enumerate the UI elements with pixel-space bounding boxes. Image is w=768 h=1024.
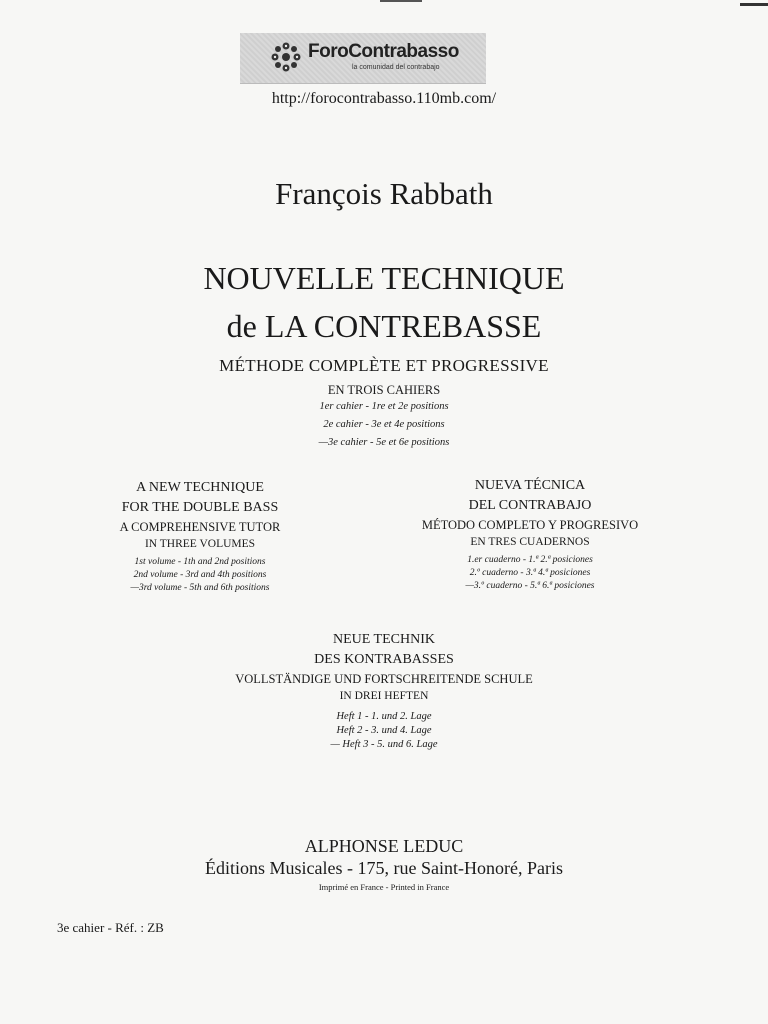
german-title-2: DES KONTRABASSES xyxy=(314,652,454,667)
title-line-2: de LA CONTREBASSE xyxy=(226,308,542,344)
french-volume-list xyxy=(0,401,768,455)
scan-mark-top xyxy=(380,0,422,2)
spanish-volume-3: —3.º cuaderno - 5.ª 6.ª posiciones xyxy=(465,581,595,591)
english-title-2: FOR THE DOUBLE BASS xyxy=(121,500,279,515)
scan-mark-corner xyxy=(740,3,768,6)
flower-logo-icon xyxy=(268,39,304,75)
german-title-1: NEUE TECHNIK xyxy=(332,632,435,647)
english-volume-1: 1st volume - 1th and 2nd positions xyxy=(134,557,266,567)
german-volume-2: Heft 2 - 3. und 4. Lage xyxy=(336,725,432,736)
english-subtitle: A COMPREHENSIVE TUTOR xyxy=(119,520,281,534)
german-volume-list xyxy=(0,710,768,752)
publisher-address: Éditions Musicales - 175, rue Saint-Honoré, Paris xyxy=(205,858,563,878)
french-volumes: EN TROIS CAHIERS xyxy=(327,383,441,397)
german-volume-1: Heft 1 - 1. und 2. Lage xyxy=(336,711,432,722)
forocontrabasso-banner[interactable] xyxy=(240,33,486,84)
french-volume-3: —3e cahier - 5e et 6e positions xyxy=(318,437,450,448)
spanish-volume-list xyxy=(330,554,730,593)
spanish-volumes: EN TRES CUADERNOS xyxy=(470,536,590,548)
logo-text: ForoContrabasso xyxy=(308,41,459,62)
german-volume-3: — Heft 3 - 5. und 6. Lage xyxy=(330,739,438,750)
english-volume-2: 2nd volume - 3rd and 4th positions xyxy=(133,570,267,580)
spanish-subtitle: MÉTODO COMPLETO Y PROGRESIVO xyxy=(421,518,639,532)
publisher-name: ALPHONSE LEDUC xyxy=(304,836,464,856)
spanish-volume-2: 2.º cuaderno - 3.ª 4.ª posiciones xyxy=(469,568,591,578)
english-volume-list xyxy=(20,556,380,595)
german-subtitle: VOLLSTÄNDIGE UND FORTSCHREITENDE SCHULE xyxy=(235,672,533,686)
english-title-1: A NEW TECHNIQUE xyxy=(136,480,264,495)
english-block xyxy=(20,478,380,595)
german-volumes: IN DREI HEFTEN xyxy=(339,690,429,702)
reference-code: 3e cahier - Réf. : ZB xyxy=(57,920,164,935)
logo-subtext: la comunidad del contrabajo xyxy=(352,64,440,71)
spanish-title-1: NUEVA TÉCNICA xyxy=(474,478,586,493)
spanish-volume-1: 1.er cuaderno - 1.ª 2.ª posiciones xyxy=(467,555,593,565)
english-volume-3: —3rd volume - 5th and 6th positions xyxy=(130,583,270,593)
german-block xyxy=(0,630,768,752)
site-url[interactable]: http://forocontrabasso.110mb.com/ xyxy=(271,90,497,107)
subtitle-french: MÉTHODE COMPLÈTE ET PROGRESSIVE xyxy=(219,356,549,375)
spanish-title-2: DEL CONTRABAJO xyxy=(468,498,592,513)
french-volume-2: 2e cahier - 3e et 4e positions xyxy=(323,419,445,430)
author-name: François Rabbath xyxy=(275,176,493,211)
title-line-1: NOUVELLE TECHNIQUE xyxy=(203,260,565,296)
spanish-block xyxy=(330,476,730,593)
english-volumes: IN THREE VOLUMES xyxy=(144,538,256,550)
printed-in-france: Imprimé en France - Printed in France xyxy=(318,882,450,892)
french-volume-1: 1er cahier - 1re et 2e positions xyxy=(319,401,449,412)
